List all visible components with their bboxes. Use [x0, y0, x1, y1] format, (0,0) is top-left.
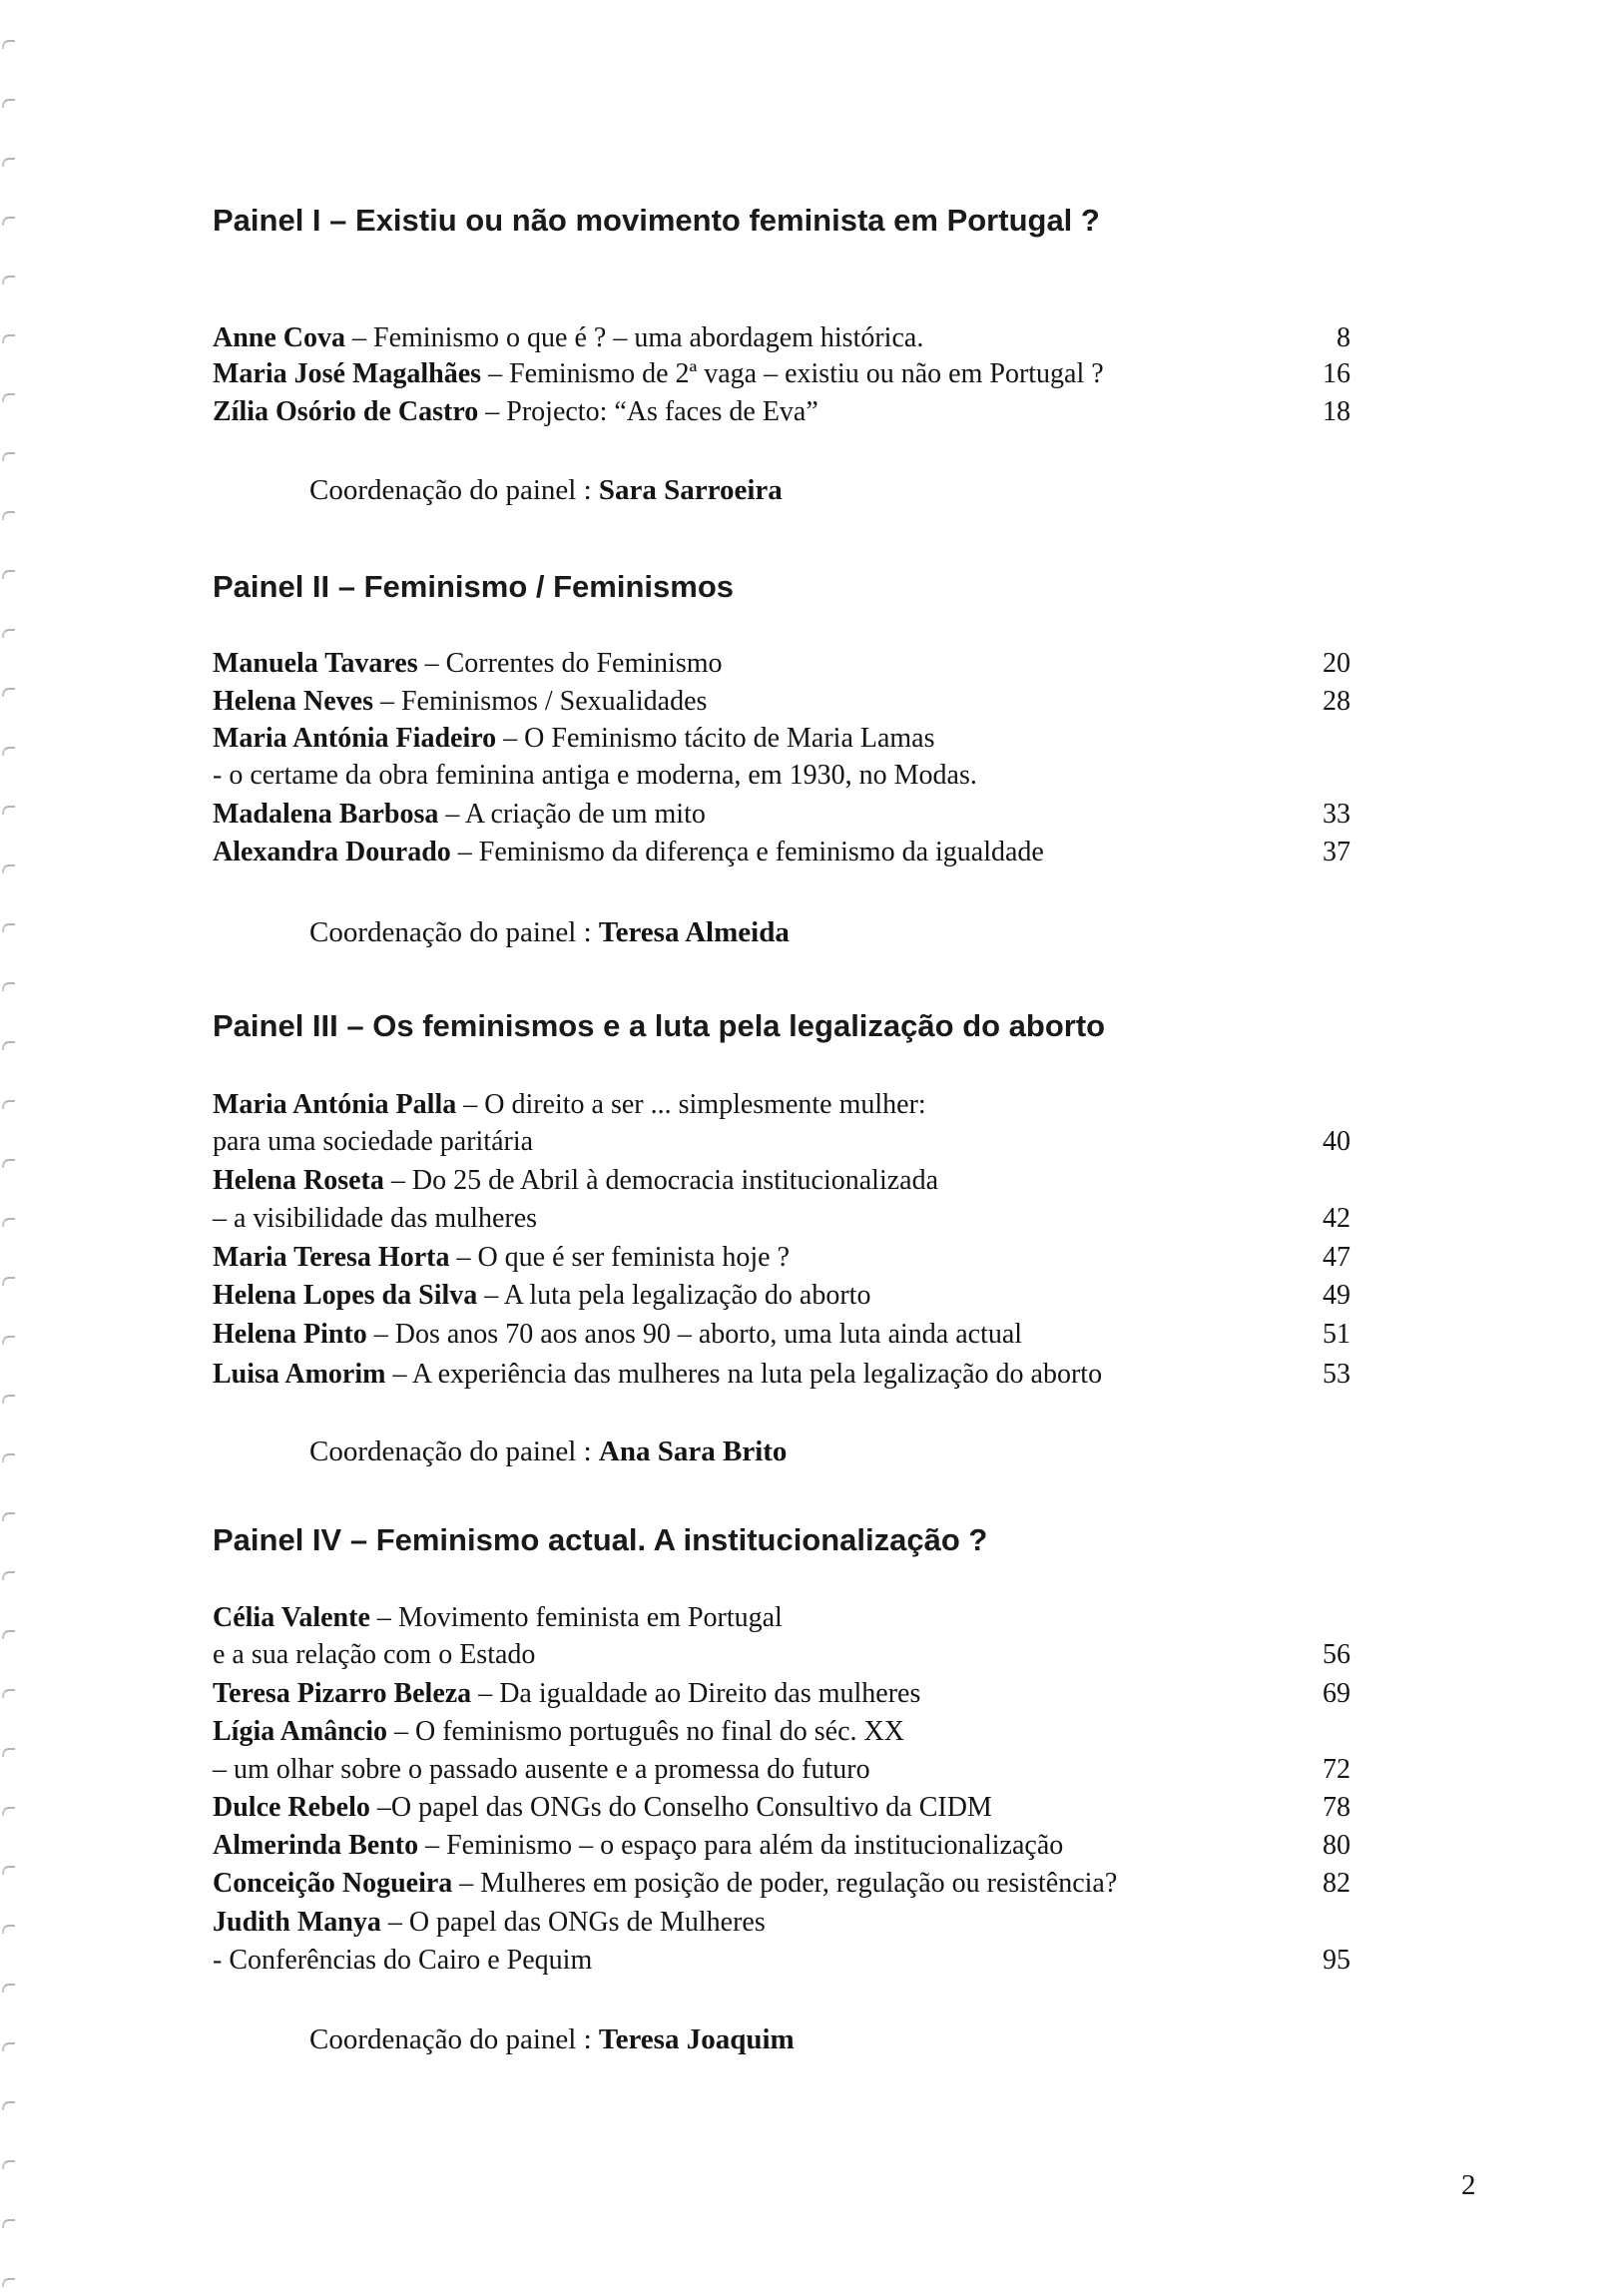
coord-label: Coordenação do painel :	[309, 916, 599, 948]
binding-mark	[2, 1453, 15, 1462]
entry-author: Madalena Barbosa	[213, 799, 439, 830]
entry-title: – Feminismo – o espaço para além da institucionalização	[418, 1830, 1064, 1861]
toc-entry	[213, 1202, 1350, 1236]
entry-title: – A luta pela legalização do aborto	[477, 1280, 871, 1311]
binding-mark	[2, 452, 15, 461]
toc-entry	[213, 1241, 1350, 1275]
entry-page: 80	[1323, 1830, 1350, 1861]
toc-entry	[213, 1829, 1350, 1863]
entry-author: Maria José Magalhães	[213, 358, 482, 389]
toc-entry	[213, 1125, 1350, 1159]
entry-page: 47	[1323, 1242, 1350, 1273]
entry-title: – O papel das ONGs de Mulheres	[380, 1907, 766, 1938]
entry-title: – Dos anos 70 aos anos 90 – aborto, uma luta ainda actual	[366, 1319, 1023, 1350]
entry-page: 69	[1323, 1678, 1350, 1709]
entry-author: Teresa Pizarro Beleza	[213, 1678, 472, 1709]
binding-mark	[2, 1689, 15, 1698]
binding-mark	[2, 1630, 15, 1639]
entry-title: – O feminismo português no final do séc. XX	[387, 1716, 904, 1747]
panel-4-coordination	[309, 2023, 795, 2056]
binding-mark	[2, 1395, 15, 1404]
binding-mark	[2, 1159, 15, 1168]
binding-mark	[2, 99, 15, 108]
toc-entry	[213, 722, 1350, 756]
entry-title: – Feminismo de 2ª vaga – existiu ou não em Portugal ?	[481, 358, 1104, 389]
binding-mark	[2, 1277, 15, 1286]
binding-mark	[2, 2278, 15, 2287]
binding-mark	[2, 1100, 15, 1109]
coord-label: Coordenação do painel :	[309, 1435, 599, 1467]
toc-entry	[213, 647, 1350, 681]
toc-entry	[213, 759, 1350, 793]
binding-mark	[2, 923, 15, 932]
entry-title: – O direito a ser ... simplesmente mulher:	[456, 1089, 926, 1120]
entry-author: Maria Antónia Palla	[213, 1089, 457, 1120]
entry-page: 20	[1323, 648, 1350, 679]
panel-3-title: Painel III – Os feminismos e a luta pela legalização do aborto	[213, 1008, 1106, 1043]
toc-entry	[213, 1279, 1350, 1313]
entry-page: 28	[1323, 686, 1350, 717]
entry-page: 95	[1323, 1945, 1350, 1976]
coord-name: Sara Sarroeira	[598, 474, 783, 506]
entry-page: 16	[1323, 358, 1350, 389]
entry-author: Judith Manya	[213, 1907, 381, 1938]
entry-author: Helena Lopes da Silva	[213, 1280, 478, 1311]
binding-mark	[2, 864, 15, 873]
entry-page: 72	[1323, 1754, 1350, 1785]
toc-entry	[213, 1164, 1350, 1198]
entry-author: Zília Osório de Castro	[213, 396, 479, 427]
toc-entry	[213, 1318, 1350, 1352]
entry-page: 51	[1323, 1319, 1350, 1350]
binding-marks	[0, 0, 22, 2296]
toc-entry	[213, 685, 1350, 719]
entry-page: 82	[1323, 1868, 1350, 1899]
toc-entry	[213, 321, 1350, 355]
binding-mark	[2, 1571, 15, 1580]
entry-author: Alexandra Dourado	[213, 837, 451, 867]
binding-mark	[2, 1807, 15, 1816]
entry-author: Maria Antónia Fiadeiro	[213, 723, 497, 754]
entry-author: Dulce Rebelo	[213, 1792, 370, 1823]
entry-author: Maria Teresa Horta	[213, 1242, 450, 1273]
binding-mark	[2, 2160, 15, 2169]
binding-mark	[2, 688, 15, 697]
binding-mark	[2, 1512, 15, 1521]
entry-page: 49	[1323, 1280, 1350, 1311]
toc-entry	[213, 1715, 1350, 1749]
entry-title: e a sua relação com o Estado	[213, 1639, 536, 1670]
binding-mark	[2, 1041, 15, 1050]
entry-title: - Conferências do Cairo e Pequim	[213, 1945, 593, 1976]
coord-label: Coordenação do painel :	[309, 2023, 599, 2055]
entry-page: 33	[1323, 799, 1350, 830]
entry-title: – Correntes do Feminismo	[417, 648, 723, 679]
entry-title: – Feminismos / Sexualidades	[372, 686, 708, 717]
toc-entry	[213, 1944, 1350, 1978]
entry-page: 40	[1323, 1126, 1350, 1157]
page-number: 2	[1461, 2169, 1476, 2201]
binding-mark	[2, 334, 15, 343]
panel-4-title: Painel IV – Feminismo actual. A institucionalização ?	[213, 1522, 988, 1557]
entry-title: – A criação de um mito	[438, 799, 706, 830]
binding-mark	[2, 1866, 15, 1875]
entry-author: Anne Cova	[213, 322, 346, 353]
panel-1-coordination	[309, 474, 783, 507]
entry-page: 56	[1323, 1639, 1350, 1670]
entry-page: 37	[1323, 837, 1350, 867]
entry-title: – Movimento feminista em Portugal	[369, 1602, 783, 1633]
binding-mark	[2, 40, 15, 49]
binding-mark	[2, 276, 15, 285]
binding-mark	[2, 2101, 15, 2110]
toc-entry	[213, 798, 1350, 832]
entry-author: Lígia Amâncio	[213, 1716, 388, 1747]
binding-mark	[2, 1984, 15, 1993]
entry-author: Almerinda Bento	[213, 1830, 419, 1861]
entry-page: 42	[1323, 1203, 1350, 1234]
binding-mark	[2, 511, 15, 520]
toc-entry	[213, 1753, 1350, 1787]
entry-title: - o certame da obra feminina antiga e moderna, em 1930, no Modas.	[213, 760, 977, 791]
entry-author: Célia Valente	[213, 1602, 370, 1633]
entry-title: – um olhar sobre o passado ausente e a promessa do futuro	[213, 1754, 870, 1785]
coord-label: Coordenação do painel :	[309, 474, 599, 506]
toc-entry	[213, 1601, 1350, 1635]
entry-author: Luisa Amorim	[213, 1359, 386, 1390]
entry-title: – Feminismo da diferença e feminismo da igualdade	[450, 837, 1044, 867]
entry-author: Conceição Nogueira	[213, 1868, 453, 1899]
entry-page: 78	[1323, 1792, 1350, 1823]
toc-entry	[213, 1638, 1350, 1672]
entry-title: – O Feminismo tácito de Maria Lamas	[496, 723, 935, 754]
toc-entry	[213, 1677, 1350, 1711]
binding-mark	[2, 629, 15, 638]
entry-page: 18	[1323, 396, 1350, 427]
panel-2-coordination	[309, 916, 790, 949]
binding-mark	[2, 1748, 15, 1757]
entry-page: 8	[1337, 322, 1350, 353]
coord-name: Teresa Almeida	[598, 916, 790, 948]
entry-page: 53	[1323, 1359, 1350, 1390]
binding-mark	[2, 570, 15, 579]
entry-title: – Projecto: “As faces de Eva”	[478, 396, 818, 427]
entry-author: Helena Pinto	[213, 1319, 367, 1350]
binding-mark	[2, 806, 15, 815]
toc-entry	[213, 1906, 1350, 1940]
toc-entry	[213, 357, 1350, 391]
toc-entry	[213, 1867, 1350, 1901]
binding-mark	[2, 2042, 15, 2051]
entry-title: – a visibilidade das mulheres	[213, 1203, 538, 1234]
entry-author: Helena Roseta	[213, 1165, 384, 1196]
coord-name: Teresa Joaquim	[598, 2023, 795, 2055]
panel-3-coordination	[309, 1435, 787, 1468]
binding-mark	[2, 982, 15, 991]
panel-1-title: Painel I – Existiu ou não movimento feminista em Portugal ?	[213, 203, 1100, 238]
binding-mark	[2, 1925, 15, 1934]
toc-entry	[213, 395, 1350, 429]
binding-mark	[2, 393, 15, 402]
binding-mark	[2, 2219, 15, 2228]
entry-title: – Da igualdade ao Direito das mulheres	[471, 1678, 921, 1709]
entry-author: Helena Neves	[213, 686, 373, 717]
entry-author: Manuela Tavares	[213, 648, 418, 679]
coord-name: Ana Sara Brito	[598, 1435, 788, 1467]
entry-title: – Do 25 de Abril à democracia institucionalizada	[383, 1165, 939, 1196]
toc-entry	[213, 1088, 1350, 1122]
entry-title: –O papel das ONGs do Conselho Consultivo da CIDM	[369, 1792, 992, 1823]
toc-entry	[213, 836, 1350, 869]
toc-entry	[213, 1791, 1350, 1825]
panel-2-title: Painel II – Feminismo / Feminismos	[213, 569, 734, 604]
binding-mark	[2, 747, 15, 756]
binding-mark	[2, 217, 15, 226]
entry-title: – A experiência das mulheres na luta pela legalização do aborto	[385, 1359, 1103, 1390]
entry-title: – Feminismo o que é ? – uma abordagem histórica.	[345, 322, 924, 353]
toc-entry	[213, 1358, 1350, 1392]
entry-title: – Mulheres em posição de poder, regulação ou resistência?	[452, 1868, 1118, 1899]
binding-mark	[2, 1218, 15, 1227]
entry-title: – O que é ser feminista hoje ?	[449, 1242, 791, 1273]
binding-mark	[2, 158, 15, 167]
binding-mark	[2, 1336, 15, 1345]
entry-title: para uma sociedade paritária	[213, 1126, 534, 1157]
